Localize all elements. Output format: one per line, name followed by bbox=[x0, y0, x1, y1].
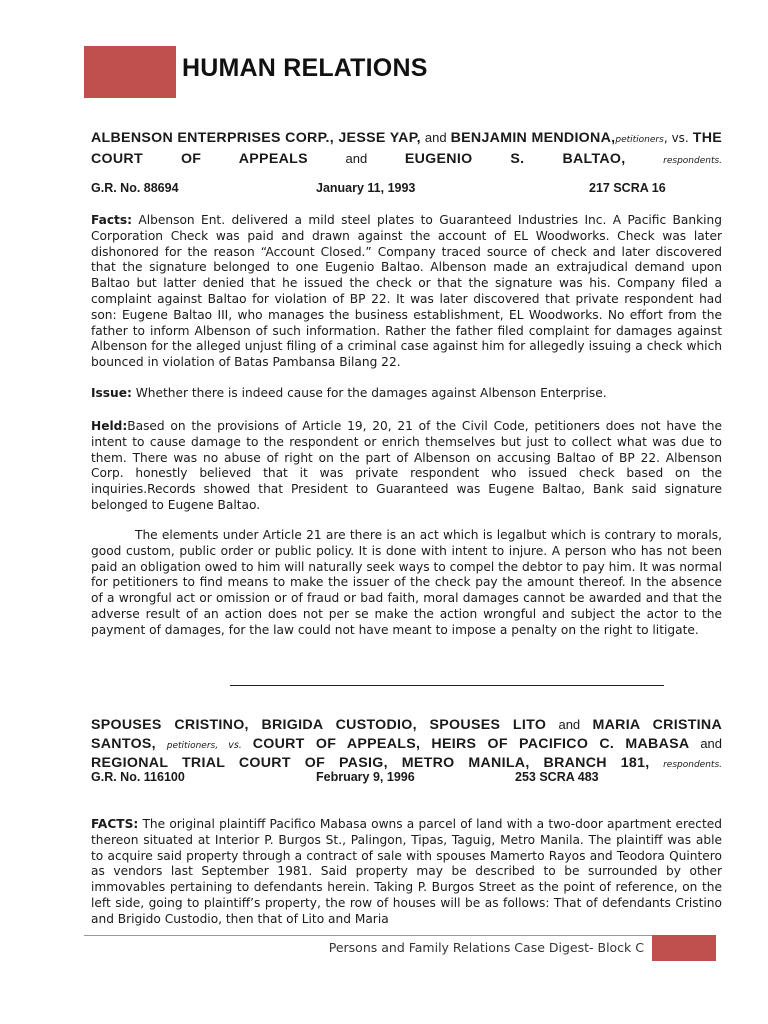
case-1-caption-and-2: and bbox=[345, 150, 368, 166]
case-1-caption-respondents-2: EUGENIO S. BALTAO, bbox=[404, 150, 626, 167]
case-1-versus: , vs. bbox=[663, 131, 689, 145]
case-2-caption-respondents-2: REGIONAL TRIAL COURT OF PASIG, METRO MANILA, BRANCH 181, bbox=[91, 755, 650, 771]
section-divider bbox=[230, 685, 664, 686]
case-1-facts-text: Albenson Ent. delivered a mild steel plates to Guaranteed Industries Inc. A Pacific Banking Corporation Check was paid and drawn against the account of EL Woodworks. Check was later dishonored for the reason “Account Closed.” Company traced source of check and later discovered that the signature belonged to one Eugenio Baltao. Albenson made an extrajudical demand upon Baltao but latter denied that he issued the check or that the signature was his. Company filed a complaint against Baltao for violation of BP 22. It was later discovered that private respondent had son: Eugene Baltao III, who manages the business establishment, EL Woodworks. No effort from the father to inform Albenson of such information. Rather the father filed complaint for damages against Albenson for the alleged unjust filing of a criminal case against him for allegedly issuing a check which bounced in violation of Batas Pambansa Bilang 22. bbox=[91, 213, 723, 370]
case-2-reference-row bbox=[91, 770, 731, 786]
case-2-facts bbox=[91, 817, 722, 929]
case-1-held-paragraph-2: The elements under Article 21 are there is an act which is legalbut which is contrary to morals, good custom, public order or public policy. It is done with intent to injure. A person who has not been paid an obligation owed to him will naturally seek ways to compel the debtor to pay him. It was normal for petitioners to find means to make the issuer of the check pay the amount thereof. In the absence of a wrongful act or omission or of fraud or bad faith, moral damages cannot be awarded and that the adverse result of an action does not per se make the action wrongful and subject the actor to the payment of damages, for the law could not have meant to impose a penalty on the right to litigate. bbox=[91, 528, 722, 637]
case-1-facts-label: Facts: bbox=[91, 213, 133, 227]
header-accent-block bbox=[84, 46, 176, 98]
case-2-facts-label: FACTS: bbox=[91, 817, 139, 831]
case-1-respondents-role: respondents. bbox=[663, 155, 723, 166]
case-1-caption-petitioners: ALBENSON ENTERPRISES CORP., JESSE YAP, bbox=[91, 130, 421, 146]
case-1-held-label: Held: bbox=[91, 419, 128, 433]
case-1-caption bbox=[91, 129, 722, 170]
case-1-reference-row bbox=[91, 181, 731, 197]
footer-text: Persons and Family Relations Case Digest- Block C bbox=[328, 940, 644, 955]
case-2-facts-text: The original plaintiff Pacifico Mabasa owns a parcel of land with a two-door apartment erected thereon situated at Interior P. Burgos St., Palingon, Tipas, Taguig, Metro Manila. The plaintiff was able to acquire said property through a contract of sale with spouses Mamerto Rayos and Teodora Quintero as vendors last September 1981. Said property may be described to be surrounded by other immovables pertaining to defendants herein. Taking P. Burgos Street as the point of reference, on the left side, going to plaintiff’s property, the row of houses will be as follows: That of defendants Cristino and Brigido Custodio, then that of Lito and Maria bbox=[91, 817, 722, 926]
case-2-respondents-role: respondents. bbox=[663, 760, 722, 770]
case-2-petitioners-role: petitioners bbox=[166, 740, 216, 751]
case-2-caption-respondents: COURT OF APPEALS, HEIRS OF PACIFICO C. MABASA bbox=[252, 735, 690, 752]
case-1-issue-label: Issue: bbox=[91, 386, 132, 400]
case-1-facts bbox=[91, 213, 722, 371]
case-1-issue-text: Whether there is indeed cause for the damages against Albenson Enterprise. bbox=[135, 386, 607, 400]
case-1-caption-respondents: THE COURT OF APPEALS bbox=[91, 130, 723, 167]
case-1-petitioners-role: petitioners bbox=[615, 135, 664, 145]
case-1-caption-and: and bbox=[424, 130, 447, 145]
footer-accent-block bbox=[652, 935, 716, 961]
case-1-held bbox=[91, 419, 722, 514]
footer-rule bbox=[84, 935, 716, 936]
case-1-issue bbox=[91, 386, 722, 402]
case-1-scra: 217 SCRA 16 bbox=[589, 181, 666, 195]
case-2-date: February 9, 1996 bbox=[316, 770, 415, 784]
case-2-versus: , vs. bbox=[215, 739, 242, 751]
case-2-caption bbox=[91, 716, 722, 775]
case-1-caption-petitioners-2: BENJAMIN MENDIONA, bbox=[450, 130, 616, 146]
case-2-caption-petitioners-2: MARIA CRISTINA SANTOS, bbox=[91, 717, 723, 752]
case-2-caption-and-2: and bbox=[700, 735, 723, 751]
page-title: HUMAN RELATIONS bbox=[182, 54, 428, 82]
case-1-date: January 11, 1993 bbox=[316, 181, 416, 195]
case-2-caption-and: and bbox=[558, 717, 581, 732]
case-1-gr-number: G.R. No. 88694 bbox=[91, 181, 179, 195]
case-1-held-text: Based on the provisions of Article 19, 20, 21 of the Civil Code, petitioners does not have the intent to cause damage to the respondent or enrich themselves but just to collect what was due to them. There was no abuse of right on the part of Albenson on accusing Baltao of BP 22. Albenson Corp. honestly believed that it was private respondent who issued check based on the inquiries.Records showed that President to Guaranteed was Eugene Baltao, Bank said signature belonged to Eugene Baltao. bbox=[91, 419, 722, 512]
case-2-scra: 253 SCRA 483 bbox=[515, 770, 599, 784]
case-2-gr-number: G.R. No. 116100 bbox=[91, 770, 185, 784]
case-2-caption-petitioners: SPOUSES CRISTINO, BRIGIDA CUSTODIO, SPOUSES LITO bbox=[91, 717, 547, 733]
